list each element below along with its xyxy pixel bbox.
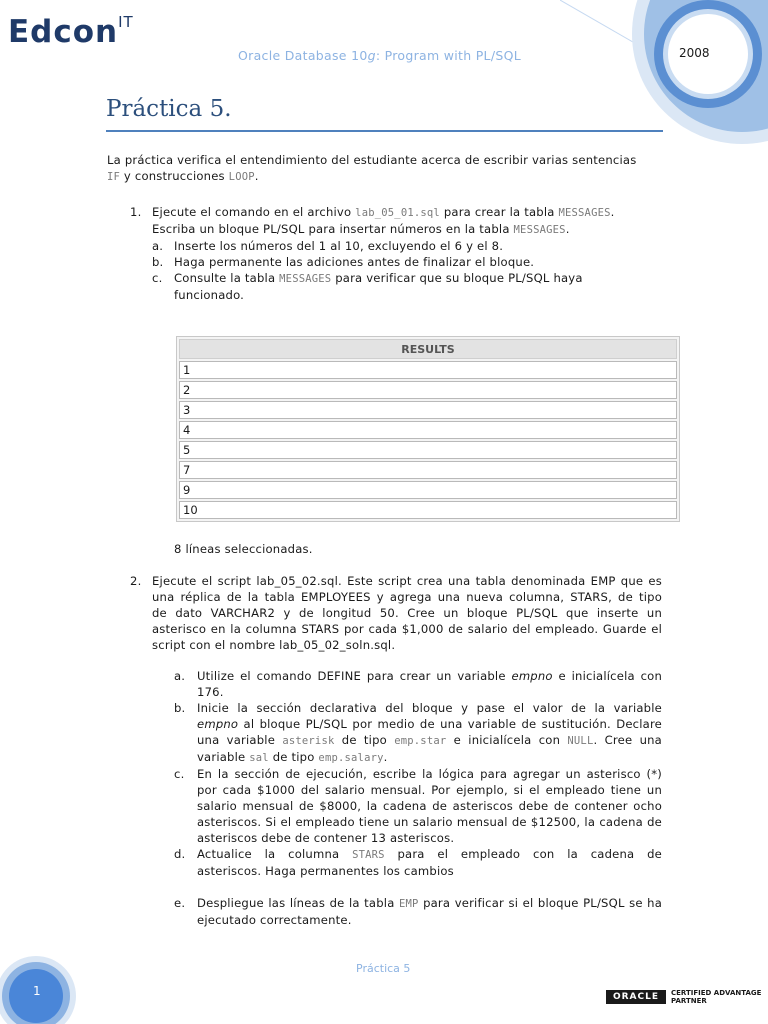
page-title: Práctica 5. xyxy=(106,96,232,122)
intro-paragraph: La práctica verifica el entendimiento del estudiante acerca de escribir varias sentencias IF y construcciones LOOP. xyxy=(107,153,637,183)
logo-sup: IT xyxy=(118,12,134,31)
title-divider xyxy=(106,130,663,132)
table-row: 7 xyxy=(179,461,677,479)
exercise-2c: c. En la sección de ejecución, escribe la lógica para agregar un asterisco (*) por cada $1000 del salario mensual. Por ejemplo, si el empleado tiene un salario mensual de $8000, la cadena de asteriscos debe de contener ocho asteriscos. Si el empleado tiene un salario mensual de $12500, la cadena de asteriscos debe de contener 13 asteriscos. xyxy=(174,767,662,845)
exercise-2d: d. Actualice la columna STARS para el empleado con la cadena de asteriscos. Haga permanentes los cambios xyxy=(174,847,662,878)
exercise-1c: c. Consulte la tabla MESSAGES para verificar que su bloque PL/SQL haya funcionado. xyxy=(152,271,583,302)
header-decoration xyxy=(560,0,768,150)
exercise-1: 1. Ejecute el comando en el archivo lab_05_01.sql para crear la tabla MESSAGES. Escriba un bloque PL/SQL para insertar números en la tabla MESSAGES. a. Inserte los números del 1 al 10, excluyendo el 6 y el 8. b. Haga permanente las adiciones antes de finalizar el bloque. c. Consulte la tabla MESSAGES para verificar que su bloque PL/SQL haya funcionado. xyxy=(130,204,670,303)
exercise-1-subitems xyxy=(152,238,670,303)
table-row: 10 xyxy=(179,501,677,519)
course-title: Oracle Database 10g: Program with PL/SQL xyxy=(238,48,521,63)
exercise-2b: b. Inicie la sección declarativa del bloque y pase el valor de la variable empno al bloque PL/SQL por medio de una variable de sustitución. Declare una variable asterisk de tipo emp.star e inicialícela con NULL. Cree una variable sal de tipo emp.salary. xyxy=(174,701,662,764)
exercise-2-description: Ejecute el script lab_05_02.sql. Este script crea una tabla denominada EMP que es una réplica de la tabla EMPLOYEES y agrega una nueva columna, STARS, de tipo de dato VARCHAR2 y de longitud 50. Cree un bloque PL/SQL que inserte un asterisco en la columna STARS por cada $1,000 de salario del empleado. Guarde el script con el nombre lab_05_02_soln.sql. xyxy=(152,574,662,652)
partner-badge: CERTIFIED ADVANTAGE PARTNER xyxy=(671,989,762,1005)
rows-selected-text: 8 líneas seleccionadas. xyxy=(174,542,313,556)
exercise-1b: b. Haga permanente las adiciones antes de finalizar el bloque. xyxy=(152,255,535,269)
table-row: 3 xyxy=(179,401,677,419)
table-row: 2 xyxy=(179,381,677,399)
footer-title: Práctica 5 xyxy=(356,962,411,975)
column-header-results: RESULTS xyxy=(179,339,677,359)
exercise-2a: a. Utilize el comando DEFINE para crear un variable empno e inicialícela con 176. xyxy=(174,669,662,699)
table-row: 9 xyxy=(179,481,677,499)
edcon-logo xyxy=(8,14,134,50)
page-number: 1 xyxy=(33,984,41,998)
header-year: 2008 xyxy=(679,46,710,60)
exercise-1a: a. Inserte los números del 1 al 10, excluyendo el 6 y el 8. xyxy=(152,239,504,253)
oracle-logo: ORACLE xyxy=(606,990,666,1004)
results-table xyxy=(176,336,680,522)
table-row: 1 xyxy=(179,361,677,379)
exercise-2: 2. Ejecute el script lab_05_02.sql. Este script crea una tabla denominada EMP que es una réplica de la tabla EMPLOYEES y agrega una nueva columna, STARS, de tipo de dato VARCHAR2 y de longitud 50. Cree un bloque PL/SQL que inserte un asterisco en la columna STARS por cada $1,000 de salario del empleado. Guarde el script con el nombre lab_05_02_soln.sql. xyxy=(130,574,662,652)
footer-decoration xyxy=(0,944,100,1024)
table-row: 4 xyxy=(179,421,677,439)
logo-text: Edcon xyxy=(8,14,119,50)
table-header-row xyxy=(179,339,677,359)
exercise-2e: e. Despliegue las líneas de la tabla EMP para verificar si el bloque PL/SQL se ha ejecutado correctamente. xyxy=(174,896,663,927)
exercise-2-subitems xyxy=(174,668,662,928)
table-row: 5 xyxy=(179,441,677,459)
